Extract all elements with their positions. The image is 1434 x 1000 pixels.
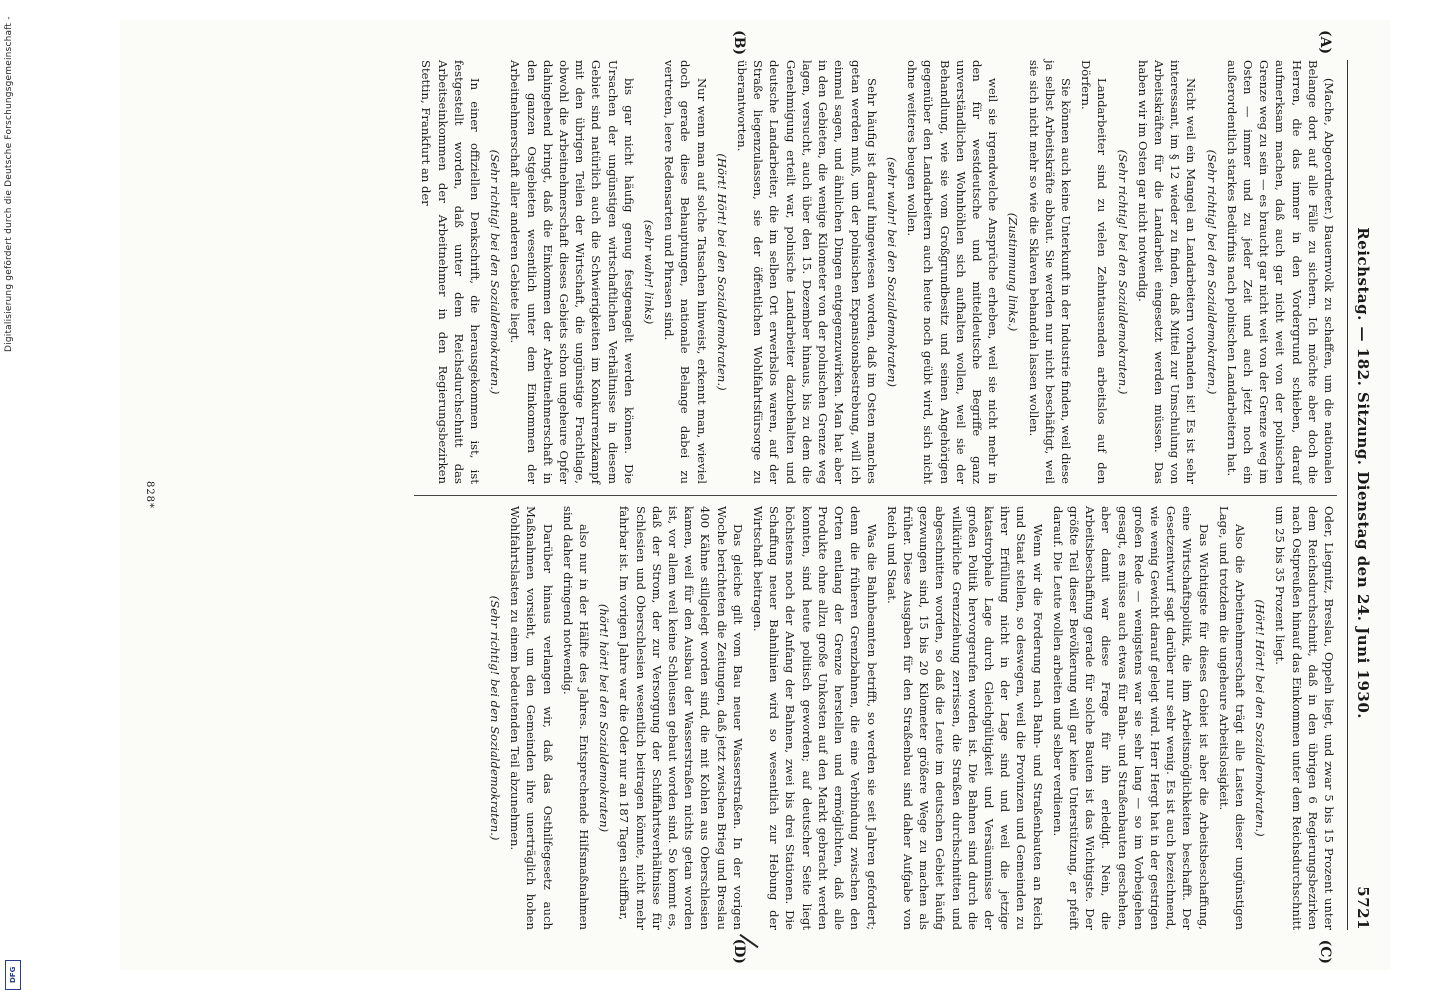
interjection: (sehr wahr! links) <box>642 219 657 325</box>
paragraph: Wenn wir die Forderung nach Bahn- und Straßenbauten an Reich und Staat stellen, so deswegen, weil die Provinzen und Gemeinden zu ihrer Erfüllung nicht in der Lage sind und weil die jetzige katastrophale Lage durch Gleichgültigkeit und Versäumnisse der großen Politik hervorgerufen worden ist. Die Bahnen sind durch die willkürliche Grenzziehung zerrissen, die Straßen durchschnitten und abgeschnitten worden, so daß die Leute im deutschen Gebiet häufig gezwungen sind, 15 bis 20 Kilometer größere Wege zu machen als früher. Diese Ausgaben für den Straßenbau sind daher Aufgabe von Reich und Staat. <box>884 506 1045 930</box>
interjection: (Sehr richtig! bei den Sozialdemokraten.) <box>1115 149 1130 395</box>
paragraph: Sehr häufig ist darauf hingewiesen worden, daß im Osten manches getan werden muß, um der polnischen Expansionsbestrebung, will ich einmal sagen, und ähnlichen Dingen entgegenzuwirken. Man hat aber in den Gebieten, die wenige Kilometer von der polnischen Grenze weg lagen, versucht, auch über den 15. Dezember hinaus, bis zu dem die Genehmigung erteilt war, polnische Landarbeiter dazubehalten und deutsche Landarbeiter, die im selben Ort erwerbslos waren, auf der Straße liegenzulassen, sie der öffentlichen Wohlfahrtsfürsorge zu überantworten. <box>735 60 879 484</box>
column-divider <box>414 495 1337 496</box>
page-header <box>1347 60 1372 930</box>
paragraph: also nur in der Hälfte des Jahres. Entsprechende Hilfsmaßnahmen sind daher dringend notwendig. <box>560 506 592 930</box>
margin-marker-d: (D) <box>731 938 747 964</box>
paragraph: Oder, Liegnitz, Breslau, Oppeln liegt, und zwar 5 bis 15 Prozent unter dem Reichsdurchschnitt, daß in den übrigen 6 Regierungsbezirken nach Ostpreußen hinauf das Einkommen unter dem Reichsdurchschnitt um 25 bis 35 Prozent liegt. <box>1273 506 1336 930</box>
paragraph: Das Wichtigste für dieses Gebiet ist aber die Arbeitsbeschaffung, eine Wirtschaftspolitik, die ihm Arbeitsmöglichkeiten beschafft. Der Gesetzentwurf sagt darüber nur sehr wenig. Es ist auch bezeichnend, wie wenig Gewicht darauf gelegt wird. Herr Hergt hat in der gestrigen großen Rede — wenigstens war sie sehr lang — so im Vorbeigehen gesagt, es müsse auch etwas für Bahn- und Straßenbauten geschehen, aber damit war diese Frage für ihn erledigt. Nein, die Arbeitsbeschaffung gerade für solche Bauten ist das Wichtigste. Der größte Teil dieser Bevölkerung will gar keine Unterstützung, er pfeift darauf. Die Leute wollen arbeiten und selber verdienen. <box>1050 506 1211 930</box>
left-column <box>414 60 1337 484</box>
interjection: (Sehr richtig! bei den Sozialdemokraten.) <box>1204 149 1219 395</box>
right-column <box>414 506 1337 930</box>
header-title: Reichstag. — 182. Sitzung. Dienstag den 24. Juni 1930. <box>1354 227 1372 719</box>
paragraph: Landarbeiter sind zu vielen Zehntausenden arbeitslos auf den Dörfern. <box>1079 60 1110 484</box>
paragraph: bis gar nicht häufig genug festgenagelt werden können. Die Ursachen der ungünstigen wirtschaftlichen Verhältnisse in diesem Gebiet sind natürlich auch die Schwierigkeiten im Konkurrenzkampf mit den übrigen Teilen der Wirtschaft, die ungünstige Frachtlage, obwohl die Arbeitnehmerschaft dieses Gebiets schon ungeheure Opfer dahingehend bringt, daß die Einkommen der Arbeitnehmerschaft in den ganzen Ostgebieten wesentlich unter dem Einkommen der Arbeitnehmerschaft aller anderen Gebiete liegt. <box>508 60 636 484</box>
interjection: (Hört! Hört! bei den Sozialdemokraten.) <box>714 153 729 391</box>
paragraph: Darüber hinaus verlangen wir, daß das Osthilfegesetz auch Maßnahmen vorsieht, um den Gemeinden ihre unerträglich hohen Wohlfahrtslasten zu einem bedeutenden Teil abzunehmen. <box>508 506 555 930</box>
paragraph: Was die Bahnbeamten betrifft, so werden sie seit Jahren gefordert; denn die früheren Grenzbahnen, die eine Verbindung zwischen den Orten entlang der Grenze herstellen und ermöglichten, daß alle Produkte ohne allzu große Unkosten auf den Markt gebracht werden konnten, sind heute politisch geworden; auf deutscher Seite liegt höchstens noch der Anfang der Bahnen, zwei bis drei Stationen. Die Schaffung neuer Bahnlinien wird so wesentlich zur Hebung der Wirtschaft beitragen. <box>751 506 879 930</box>
margin-marker-a: (A) <box>1317 30 1333 55</box>
attribution-text: Digitalisierung gefördert durch die Deutsche Forschungsgemeinschaft - <box>4 16 14 352</box>
page-number: 5721 <box>1354 886 1372 930</box>
interjection: (hört! hört! bei den Sozialdemokraten) <box>597 603 612 833</box>
paragraph: Also die Arbeitnehmerschaft trägt alle Lasten dieser ungünstigen Lage, und trotzdem die ungeheure Arbeitslosigkeit. <box>1216 506 1247 930</box>
interjection: (sehr wahr! bei den Sozialdemokraten) <box>884 157 899 387</box>
text-columns <box>414 30 1337 964</box>
page-footer: 828* <box>144 480 155 510</box>
attribution-strip <box>0 0 26 1000</box>
paragraph: (Mache, Abgeordneter.) Bauernvolk zu schaffen, um die nationalen Belange dort auf alle Fälle zu sichern. Ich möchte aber doch die Herren, die das immer in den Vordergrund schieben, darauf aufmerksam machen, daß auch gar nicht weit von der polnischen Grenze weg zu sein — es braucht gar nicht weit von der Grenze weg im Osten — immer und zu jeder Zeit und auch jetzt noch ein außerordentlich starkes Bedürfnis nach polnischen Landarbeitern hat. <box>1224 60 1336 484</box>
interjection: (Zustimmung links.) <box>1006 212 1021 332</box>
interjection: (Sehr richtig! bei den Sozialdemokraten.) <box>488 595 503 841</box>
paragraph: Sie können auch keine Unterkunft in der Industrie finden, weil diese ja selbst Arbeitskräfte abbaut. Sie werden nur nicht beschäftigt, weil sie sich nicht mehr so wie die Sklaven behandeln lassen wollen. <box>1026 60 1073 484</box>
interjection: (Sehr richtig! bei den Sozialdemokraten.) <box>488 149 503 395</box>
paragraph: weil sie irgendwelche Ansprüche erheben, weil sie nicht mehr in den für westdeutsche und mitteldeutsche Begriffe ganz unverständlichen Wohnhöhlen sich aufhalten wollen, weil sie der Behandlung, wie sie vom Großgrundbesitz und seinen Angehörigen gegenüber den Landarbeitern auch heute noch geübt wird, sich nicht ohne weiteres beugen wollen. <box>905 60 1001 484</box>
paragraph: Nicht weil ein Mangel an Landarbeitern vorhanden ist! Es ist sehr interessant, im § 12 wieder zu finden, daß Mittel zur Umschulung von Arbeitskräften für die Landarbeit eingesetzt werden müssen. Das haben wir im Osten gar nicht notwendig. <box>1135 60 1199 484</box>
paragraph: Das gleiche gilt vom Bau neuer Wasserstraßen. In der vorigen Woche berichteten die Zeitungen, daß jetzt zwischen Brieg und Breslau 400 Kähne stillgelegt worden sind, die mit Kohlen aus Oberschlesien kamen, weil für den Ausbau der Wasserstraßen nichts getan worden ist, vor allem weil keine Schleusen gebaut worden sind. So kommt es, daß der Strom, der zur Versorgung der Schiffahrtsverhältnisse für Schlesien und Oberschlesien wesentlich beitragen könnte, nicht mehr fahrbar ist. Im vorigen Jahre war die Oder nur an 187 Tagen schiffbar, <box>617 506 745 930</box>
margin-marker-c: (C) <box>1317 939 1333 964</box>
dfg-logo: DFG <box>5 960 21 990</box>
interjection: (Hört! Hört! bei den Sozialdemokraten.) <box>1253 599 1268 837</box>
margin-marker-b: (B) <box>731 30 747 56</box>
rotated-page <box>120 20 1390 970</box>
scanned-page <box>120 20 1390 970</box>
paragraph: In einer offiziellen Denkschrift, die herausgekommen ist, ist festgestellt worden, daß unter dem Reichsdurchschnitt das Arbeitseinkommen der Arbeitnehmer in den Regierungsbezirken Stettin, Frankfurt an der <box>419 60 483 484</box>
paragraph: Nur wenn man auf solche Tatsachen hinweist, erkennt man, wieviel doch gerade diese Behauptungen, nationale Belange dabei zu vertreten, leere Redensarten und Phrasen sind. <box>662 60 709 484</box>
